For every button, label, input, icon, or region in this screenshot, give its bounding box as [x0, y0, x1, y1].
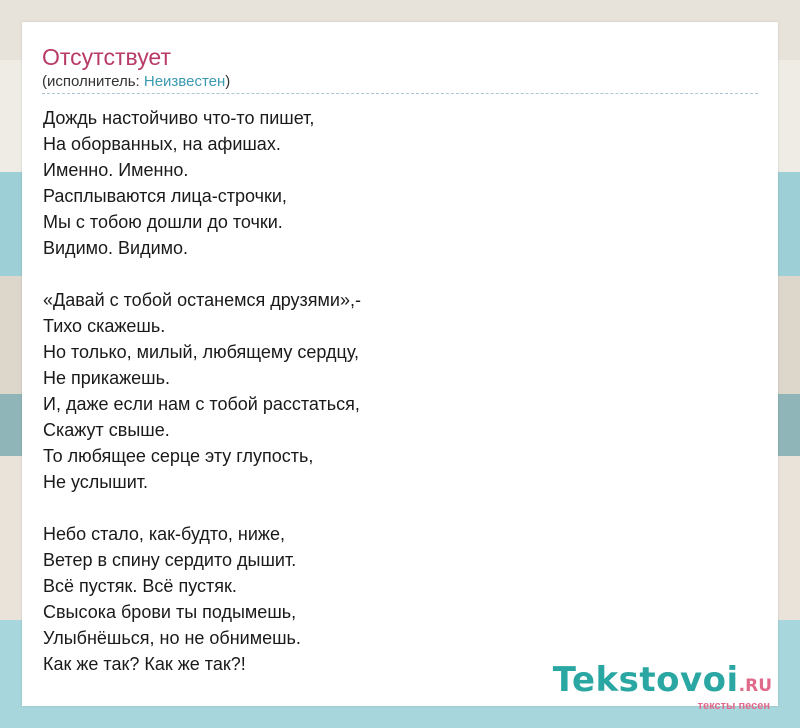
site-logo[interactable] [553, 662, 772, 722]
song-title: Отсутствует [42, 44, 171, 70]
artist-line [42, 73, 230, 90]
lyric-line: Свысока брови ты подымешь, [43, 602, 297, 622]
lyric-line: Всё пустяк. Всё пустяк. [43, 576, 237, 596]
lyric-line: Ветер в спину сердито дышит. [43, 550, 297, 570]
lyric-line: И, даже если нам с тобой расстаться, [43, 394, 360, 414]
lyric-line: Как же так? Как же так?! [43, 654, 246, 674]
lyric-line: Но только, милый, любящему сердцу, [43, 342, 360, 362]
artist-prefix: (исполнитель: [42, 73, 144, 90]
lyric-line: Небо стало, как-будто, ниже, [43, 524, 285, 544]
lyric-line: Улыбнёшься, но не обнимешь. [43, 628, 301, 648]
lyric-line: Расплываются лица-строчки, [43, 186, 287, 206]
lyric-line: Не прикажешь. [43, 368, 170, 388]
lyric-line: «Давай с тобой останемся друзями»,- [43, 290, 361, 310]
divider [42, 93, 758, 94]
lyric-line: Видимо. Видимо. [43, 238, 189, 258]
stanza-break [43, 261, 361, 287]
lyric-line: Дождь настойчиво что-то пишет, [43, 108, 315, 128]
lyric-line: Именно. Именно. [43, 160, 189, 180]
artist-suffix: ) [225, 73, 231, 90]
lyric-line: Скажут свыше. [43, 420, 170, 440]
lyrics-card [22, 22, 778, 706]
logo-wordmark [553, 662, 772, 704]
logo-name: Tekstovoi [552, 660, 739, 700]
artist-link[interactable]: Неизвестен [143, 73, 226, 90]
lyric-line: Мы с тобою дошли до точки. [43, 212, 283, 232]
lyrics-text [43, 105, 361, 677]
lyric-line: Тихо скажешь. [43, 316, 166, 336]
stanza-break [43, 495, 361, 521]
lyric-line: Не услышит. [43, 472, 148, 492]
logo-tld: .RU [738, 676, 772, 696]
lyric-line: На оборванных, на афишах. [43, 134, 281, 154]
lyric-line: То любящее серце эту глупость, [43, 446, 314, 466]
logo-tagline: тексты песен [697, 700, 770, 712]
